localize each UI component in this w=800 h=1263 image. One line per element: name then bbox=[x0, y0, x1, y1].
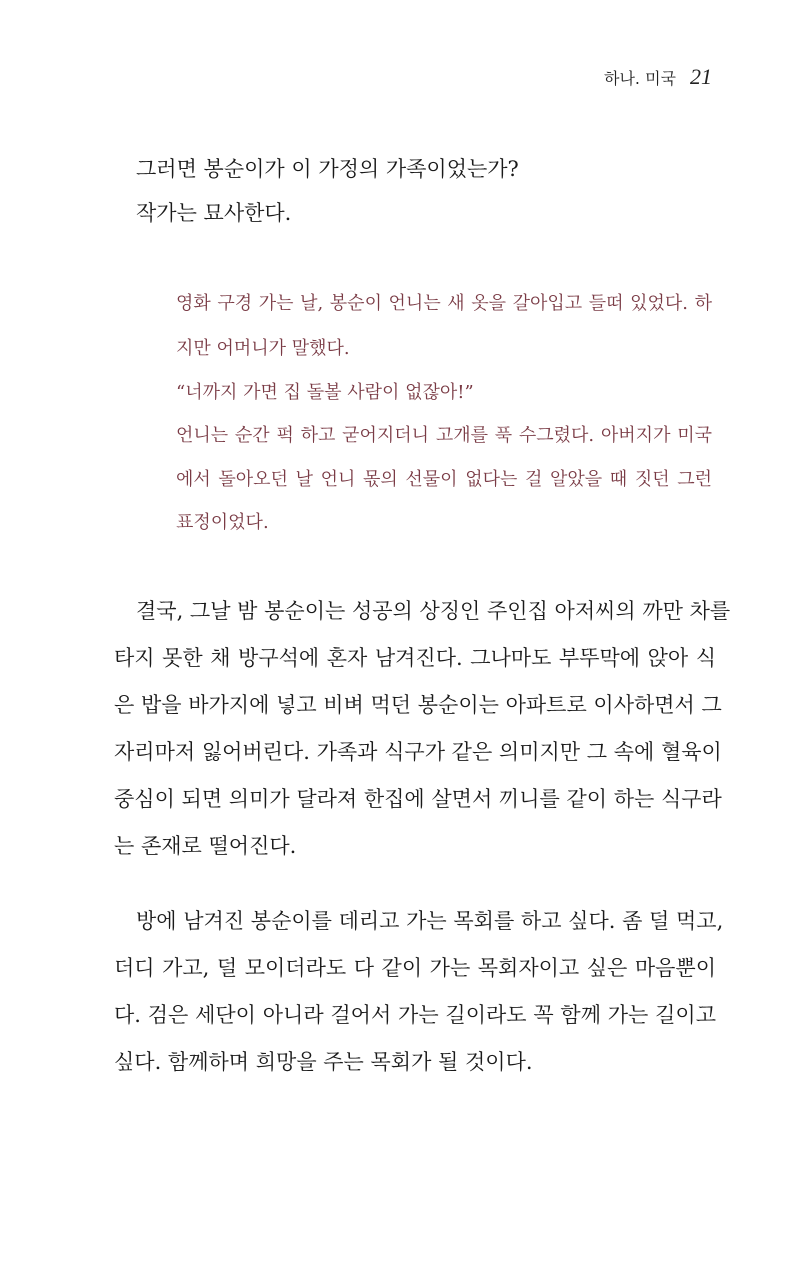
running-header bbox=[604, 64, 712, 90]
chapter-title: 하나. 미국 bbox=[604, 69, 676, 88]
quote-line: “너까지 가면 집 돌볼 사람이 없잖아!” bbox=[176, 382, 474, 403]
quote-line: 지만 어머니가 말했다. bbox=[176, 338, 350, 359]
paragraph-line: 싶다. 함께하며 희망을 주는 목회가 될 것이다. bbox=[114, 1050, 533, 1074]
paragraph-line: 결국, 그날 밤 봉순이는 성공의 상징인 주인집 아저씨의 까만 차를 bbox=[136, 599, 731, 623]
quote-line: 언니는 순간 퍽 하고 굳어지더니 고개를 푹 수그렸다. 아버지가 미국 bbox=[176, 425, 712, 446]
quote-line: 영화 구경 가는 날, 봉순이 언니는 새 옷을 갈아입고 들떠 있었다. 하 bbox=[176, 293, 712, 314]
paragraph-line: 더디 가고, 덜 모이더라도 다 같이 가는 목회자이고 싶은 마음뿐이 bbox=[114, 956, 716, 980]
paragraph-line: 는 존재로 떨어진다. bbox=[114, 834, 297, 858]
paragraph-line: 다. 검은 세단이 아니라 걸어서 가는 길이라도 꼭 함께 가는 길이고 bbox=[114, 1003, 716, 1027]
page-number: 21 bbox=[690, 64, 712, 89]
paragraph-line: 방에 남겨진 봉순이를 데리고 가는 목회를 하고 싶다. 좀 덜 먹고, bbox=[136, 909, 724, 933]
paragraph-line: 은 밥을 바가지에 넣고 비벼 먹던 봉순이는 아파트로 이사하면서 그 bbox=[114, 693, 722, 717]
intro-line: 작가는 묘사한다. bbox=[136, 201, 292, 225]
paragraph-line: 중심이 되면 의미가 달라져 한집에 살면서 끼니를 같이 하는 식구라 bbox=[114, 787, 722, 811]
quote-line: 표정이었다. bbox=[176, 512, 269, 533]
quote-line: 에서 돌아오던 날 언니 몫의 선물이 없다는 걸 알았을 때 짓던 그런 bbox=[176, 469, 712, 490]
intro-line: 그러면 봉순이가 이 가정의 가족이었는가? bbox=[136, 157, 519, 181]
paragraph-line: 자리마저 잃어버린다. 가족과 식구가 같은 의미지만 그 속에 혈육이 bbox=[114, 740, 722, 764]
paragraph-line: 타지 못한 채 방구석에 혼자 남겨진다. 그나마도 부뚜막에 앉아 식 bbox=[114, 646, 716, 670]
